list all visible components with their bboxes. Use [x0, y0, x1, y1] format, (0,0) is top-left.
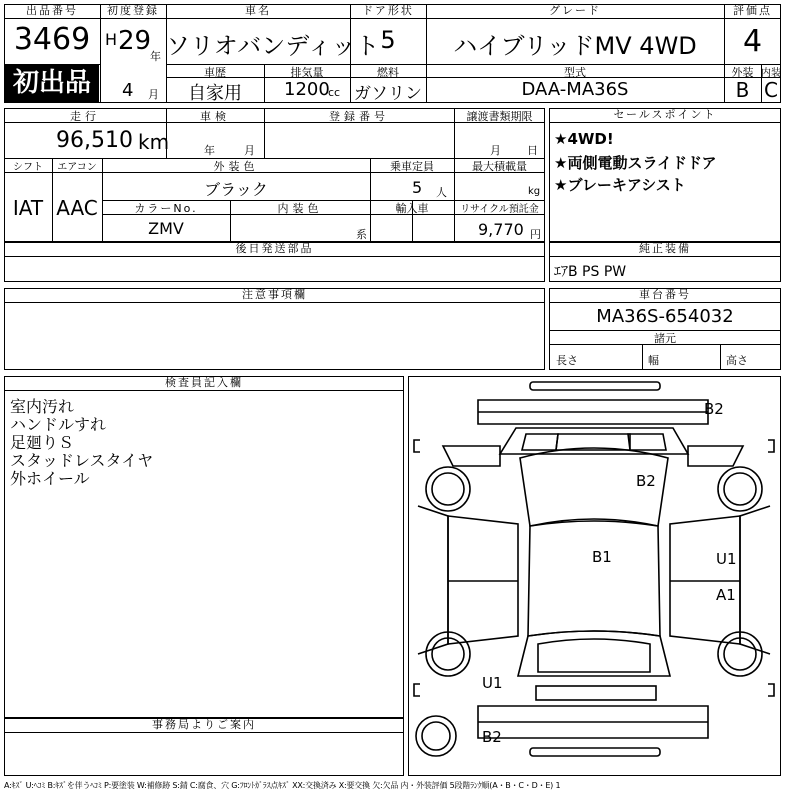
- car-name: ソリオバンディット: [166, 32, 380, 60]
- rating-header: 評価点: [724, 4, 781, 19]
- history-header: 車歴: [204, 66, 226, 79]
- chassis-header: 車台番号: [549, 288, 781, 303]
- genuine-value: ｴｱB PS PW: [554, 264, 627, 280]
- inspector-line-4: スタッドレスタイヤ: [10, 451, 154, 470]
- car-diagram-svg: [408, 376, 781, 776]
- reg-no-header: 登録番号: [329, 110, 389, 123]
- length-label: 長さ: [556, 354, 578, 367]
- door-value: 5: [380, 26, 396, 54]
- door-header: ドア形状: [350, 4, 426, 19]
- max-load-header: 最大積載量: [472, 160, 527, 173]
- inspector-header: 検査員記入欄: [4, 376, 404, 391]
- inspection-header: 車検: [200, 110, 230, 123]
- transfer-month-unit: 月: [490, 144, 501, 157]
- model-header: 型式: [564, 66, 586, 79]
- inspection-year-unit: 年: [204, 144, 215, 157]
- sales-point-1: ★4WD!: [554, 130, 614, 148]
- rating-value: 4: [742, 24, 763, 59]
- fuel-value: ガソリン: [354, 84, 422, 104]
- displacement-unit: cc: [328, 86, 341, 99]
- aircon-header: エアコン: [57, 162, 97, 173]
- mileage-unit: km: [138, 130, 170, 154]
- car-name-header: 車名: [166, 4, 350, 19]
- inspector-line-3: 足廻りＳ: [10, 433, 75, 452]
- recycle-header: リサイクル預託金: [460, 204, 539, 215]
- later-parts-header: 後日発送部品: [4, 242, 545, 257]
- transfer-header: 譲渡書類期限: [466, 110, 533, 123]
- inspector-line-5: 外ホイール: [10, 469, 90, 488]
- int-rating-header: 内装: [761, 68, 781, 79]
- sales-point-2: ★両側電動スライドドア: [554, 154, 717, 172]
- recycle-value: 9,770: [478, 220, 524, 239]
- chassis-value: MA36S-654032: [596, 306, 734, 327]
- shift-value: IAT: [12, 196, 44, 220]
- grade-value: ハイブリッドMV 4WD: [453, 32, 697, 60]
- first-listing-badge: 初出品: [5, 65, 99, 102]
- inspector-line-1: 室内汚れ: [10, 397, 75, 416]
- width-label: 幅: [648, 354, 659, 367]
- month-unit: 月: [148, 88, 159, 101]
- capacity-value: 5: [412, 178, 423, 197]
- history-value: 自家用: [188, 83, 242, 104]
- import-header: 輸入車: [395, 202, 429, 215]
- office-header: 事務局よりご案内: [4, 718, 404, 733]
- ext-color-header: 外装色: [213, 160, 259, 173]
- displacement-value: 1200: [284, 79, 330, 100]
- year-unit: 年: [150, 50, 161, 63]
- era-label: H: [105, 30, 118, 49]
- mark-rear-bumper: B2: [482, 728, 502, 746]
- legend: A:ｷｽﾞ U:ﾍｺﾐ B:ｷｽﾞを伴うﾍｺﾐ P:要塗装 W:補修跡 S:錆 C:腐食、穴 G:ﾌﾛﾝﾄｶﾞﾗｽ点ｷｽﾞ XX:交換済み X:要交換 欠:欠品 内・外装評価 5段階ﾗﾝｸ順(A・B・C・D・E) 1: [4, 781, 561, 790]
- int-color-unit: 系: [356, 228, 367, 241]
- model-value: DAA-MA36S: [521, 79, 629, 100]
- mark-roof: B1: [592, 548, 612, 566]
- inspection-month-unit: 月: [244, 144, 255, 157]
- sales-point-3: ★ブレーキアシスト: [554, 176, 686, 194]
- mark-right-rear-door: A1: [716, 586, 736, 604]
- shift-header: シフト: [13, 162, 43, 173]
- ext-rating: B: [735, 78, 750, 102]
- sales-points-header: セールスポイント: [549, 108, 781, 123]
- transfer-day-unit: 日: [527, 144, 538, 157]
- ext-color-value: ブラック: [204, 180, 268, 199]
- genuine-header: 純正装備: [549, 242, 781, 257]
- first-reg-header: 初度登録: [100, 4, 166, 19]
- mark-hood: B2: [636, 472, 656, 490]
- mileage-value: 96,510: [56, 128, 133, 153]
- dimensions-header: 諸元: [654, 332, 676, 345]
- aircon-value: AAC: [56, 196, 98, 220]
- lot-number: 3469: [13, 22, 91, 57]
- notes-header: 注意事項欄: [4, 288, 545, 303]
- color-no-header: カラーNo.: [134, 202, 198, 215]
- color-no-value: ZMV: [148, 219, 184, 238]
- capacity-unit: 人: [436, 186, 447, 199]
- grade-header: グレード: [426, 4, 724, 19]
- displacement-header: 排気量: [290, 66, 324, 79]
- mileage-header: 走行: [70, 110, 100, 123]
- mark-front-bumper: B2: [704, 400, 724, 418]
- fuel-header: 燃料: [377, 66, 399, 79]
- int-rating: C: [764, 78, 778, 102]
- capacity-header: 乗車定員: [390, 160, 434, 173]
- lot-header: 出品番号: [4, 4, 100, 19]
- ext-rating-header: 外装: [731, 66, 754, 79]
- recycle-unit: 円: [530, 228, 541, 241]
- int-color-header: 内装色: [277, 202, 323, 215]
- inspector-line-2: ハンドルすれ: [10, 415, 107, 434]
- height-label: 高さ: [726, 354, 748, 367]
- max-load-unit: kg: [528, 186, 541, 197]
- month-value: 4: [122, 80, 134, 101]
- reg-year: 29: [118, 26, 152, 56]
- mark-right-front-door: U1: [716, 550, 737, 568]
- mark-left-rear-fender: U1: [482, 674, 503, 692]
